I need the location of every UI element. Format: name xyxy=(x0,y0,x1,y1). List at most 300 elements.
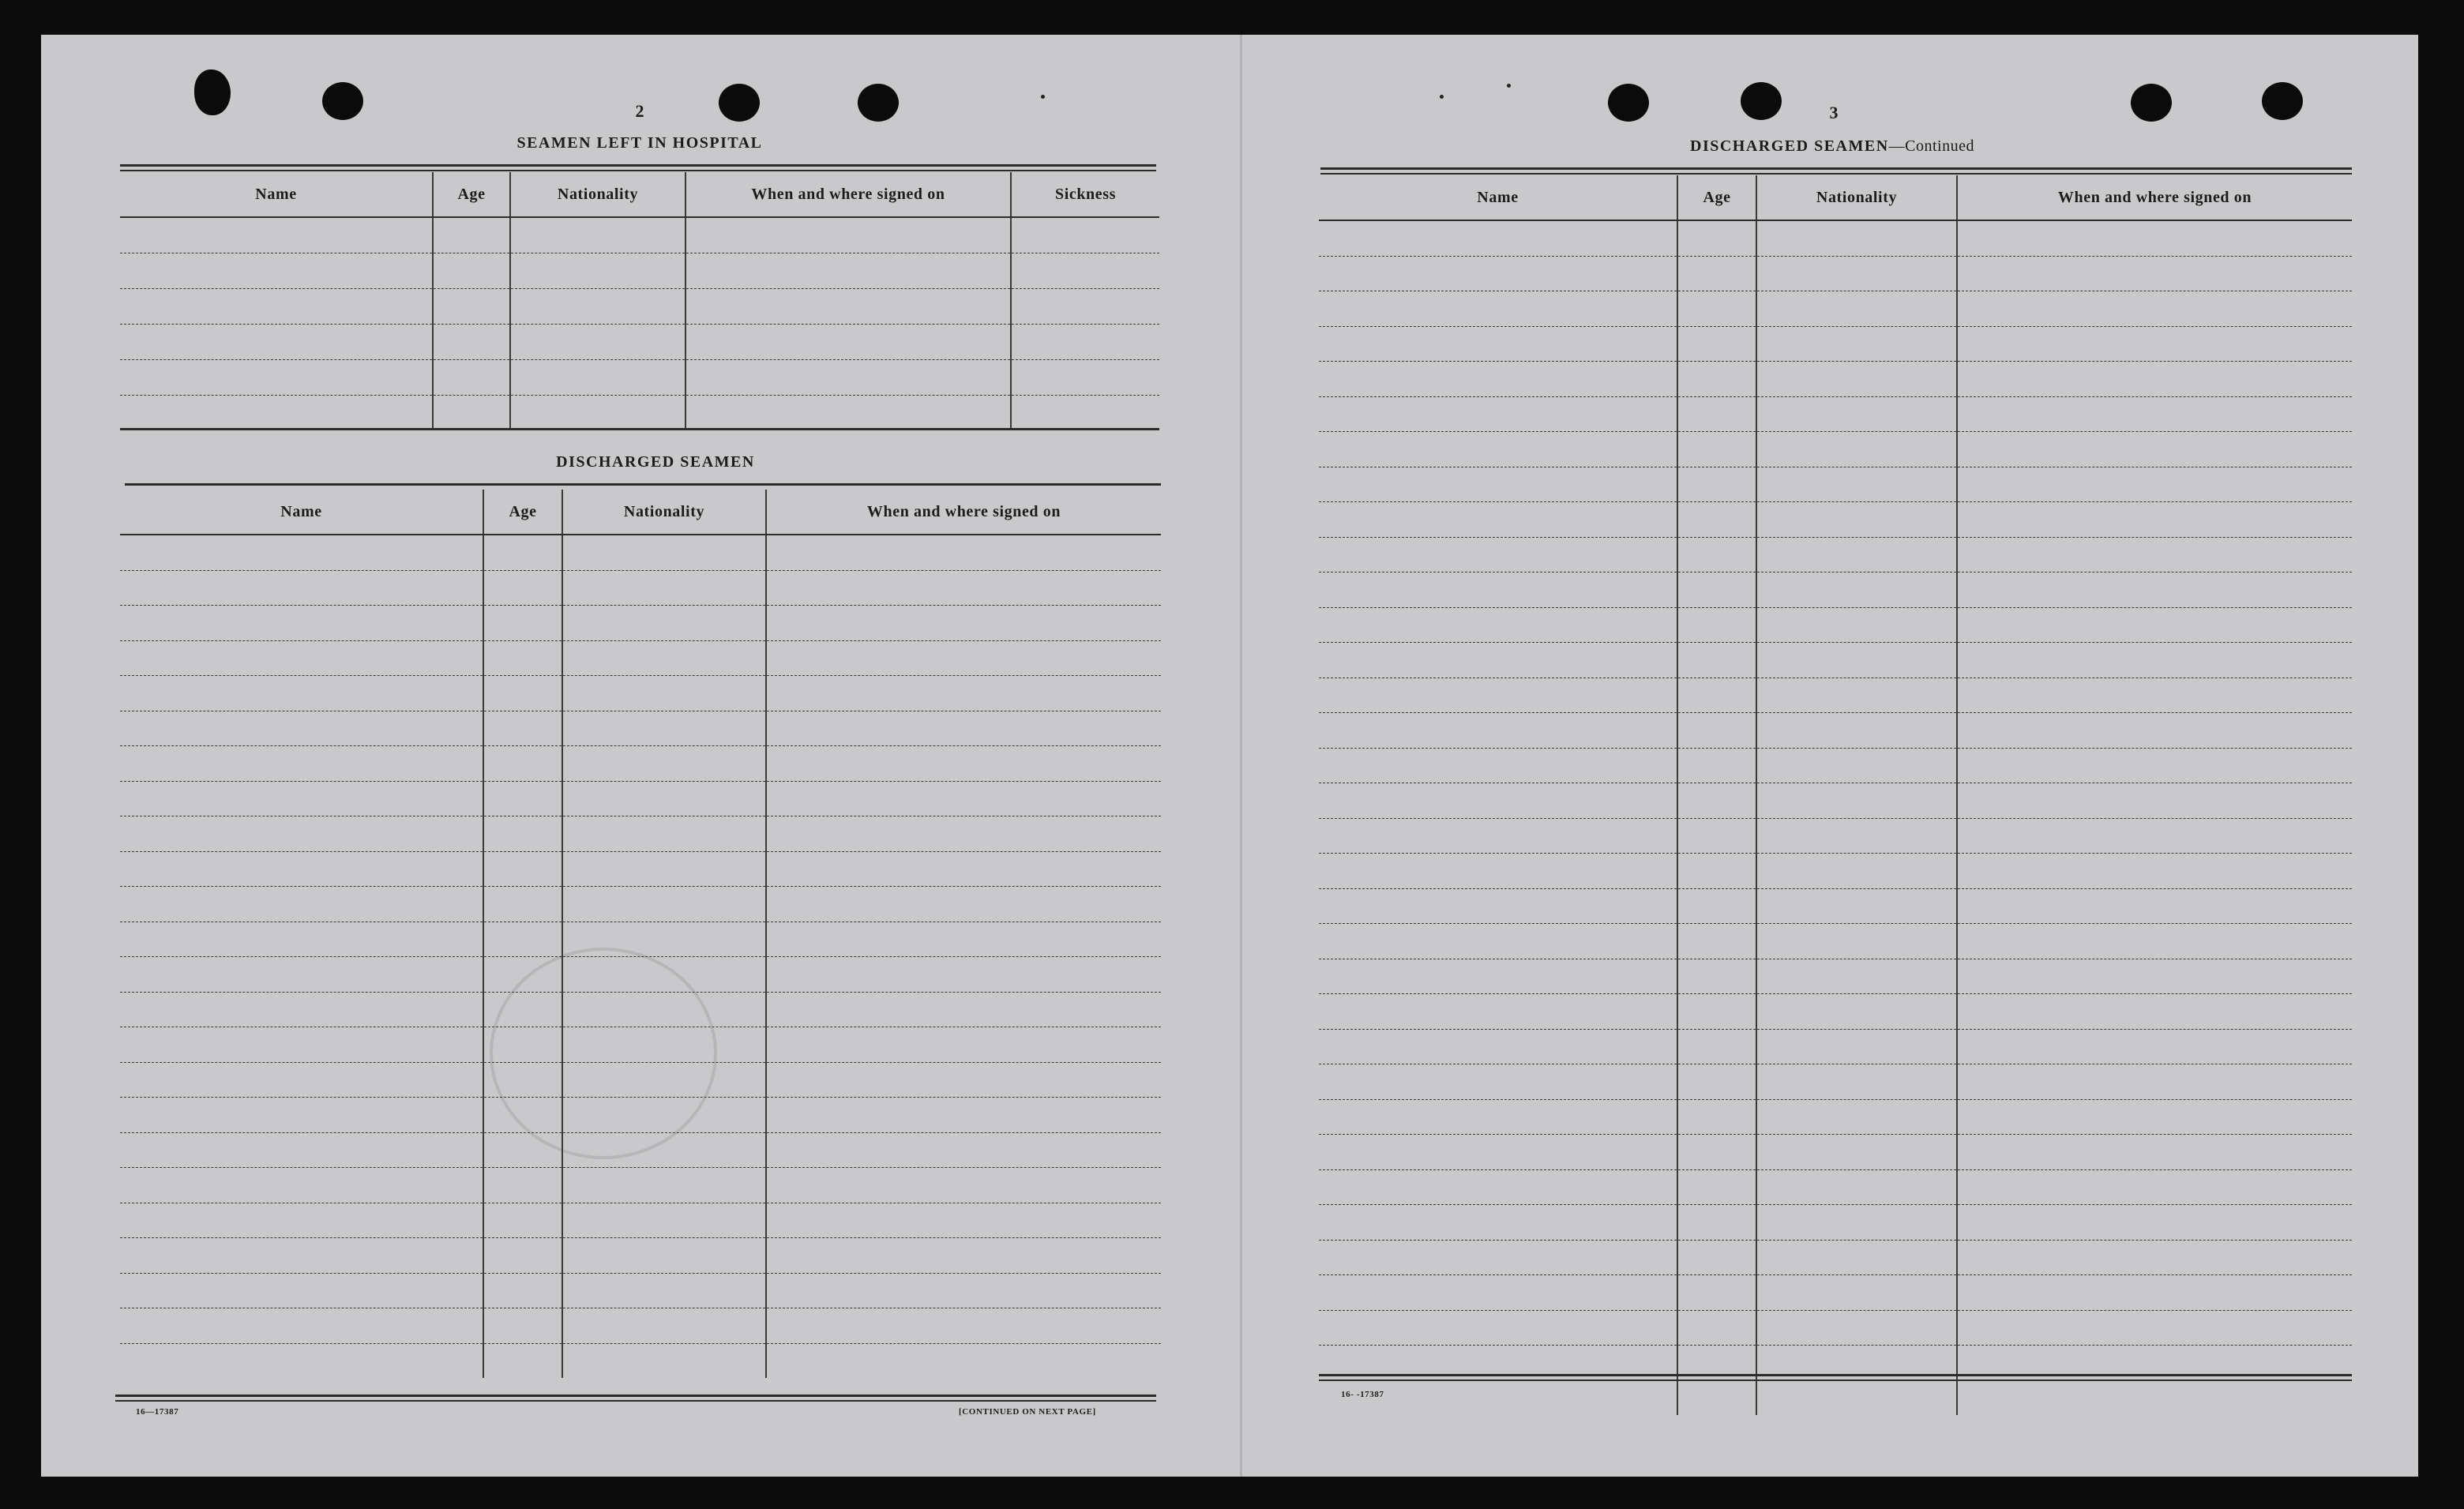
table-cell xyxy=(1957,572,2352,608)
table-cell xyxy=(120,1203,483,1238)
table-cell xyxy=(1957,502,2352,538)
table-cell xyxy=(766,1168,1161,1203)
table-cell xyxy=(1957,818,2352,854)
page-number: 2 xyxy=(635,101,644,121)
table-cell xyxy=(1319,643,1677,678)
table-cell xyxy=(120,289,433,325)
table-row xyxy=(120,676,1161,711)
table-cell xyxy=(1319,326,1677,362)
table-cell xyxy=(1319,291,1677,327)
table-cell xyxy=(562,640,766,676)
table-row xyxy=(120,640,1161,676)
table-row xyxy=(1319,1275,2352,1311)
table-cell xyxy=(1677,572,1756,608)
table-cell xyxy=(1319,1275,1677,1311)
table-cell xyxy=(483,606,562,641)
table-cell xyxy=(1677,220,1756,256)
table-cell xyxy=(1319,854,1677,889)
table-cell xyxy=(766,570,1161,606)
table-cell xyxy=(1677,1380,1756,1415)
table-row xyxy=(1319,994,2352,1030)
table-row xyxy=(120,535,1161,570)
table-row xyxy=(1319,924,2352,959)
column-header-age: Age xyxy=(483,490,562,535)
table-cell xyxy=(120,535,483,570)
table-cell xyxy=(1319,572,1677,608)
table-cell xyxy=(1319,1310,1677,1346)
table-cell xyxy=(562,816,766,852)
table-cell xyxy=(1677,1029,1756,1064)
table-cell xyxy=(1957,220,2352,256)
table-cell xyxy=(1319,467,1677,502)
table-row xyxy=(120,1203,1161,1238)
table-row xyxy=(120,396,1159,431)
table-row xyxy=(120,957,1161,993)
table-cell xyxy=(483,1027,562,1063)
column-header-age: Age xyxy=(1677,175,1756,220)
table-cell xyxy=(1677,713,1756,749)
table-cell xyxy=(1957,432,2352,467)
table-cell xyxy=(1957,607,2352,643)
table-cell xyxy=(1756,1135,1957,1170)
table-cell xyxy=(1319,924,1677,959)
punch-hole xyxy=(858,84,899,122)
table-cell xyxy=(120,1132,483,1168)
section-title-discharged: DISCHARGED SEAMEN xyxy=(556,453,755,471)
table-row xyxy=(120,1062,1161,1098)
table-cell xyxy=(510,360,685,396)
table-row xyxy=(120,253,1159,289)
table-row xyxy=(1319,432,2352,467)
table-row xyxy=(1319,537,2352,572)
table-cell xyxy=(766,1027,1161,1063)
table-cell xyxy=(1957,1099,2352,1135)
divider xyxy=(115,1400,1156,1402)
table-cell xyxy=(120,992,483,1027)
table-cell xyxy=(1011,360,1159,396)
discharged-continued-table xyxy=(1319,175,2352,1415)
discharged-table xyxy=(120,490,1161,1378)
table-cell xyxy=(562,887,766,922)
column-header-signed-on: When and where signed on xyxy=(1957,175,2352,220)
table-cell xyxy=(1957,467,2352,502)
table-row xyxy=(1319,1029,2352,1064)
form-number: 16- -17387 xyxy=(1341,1390,1384,1399)
table-cell xyxy=(483,1132,562,1168)
table-row xyxy=(1319,396,2352,432)
table-row xyxy=(120,992,1161,1027)
column-header-sickness: Sickness xyxy=(1011,172,1159,217)
table-row xyxy=(120,746,1161,782)
table-cell xyxy=(120,1098,483,1133)
table-cell xyxy=(1957,1275,2352,1311)
table-cell xyxy=(1677,643,1756,678)
table-row xyxy=(1319,1135,2352,1170)
table-cell xyxy=(562,1308,766,1344)
table-cell xyxy=(562,1132,766,1168)
table-cell xyxy=(1756,1169,1957,1205)
table-cell xyxy=(120,606,483,641)
title-suffix: —Continued xyxy=(1888,137,1974,155)
table-cell xyxy=(766,746,1161,782)
table-cell xyxy=(483,957,562,993)
table-cell xyxy=(1957,678,2352,713)
table-cell xyxy=(1957,748,2352,783)
divider xyxy=(120,428,1159,430)
table-cell xyxy=(1319,502,1677,538)
divider xyxy=(125,483,1161,486)
table-cell xyxy=(1957,959,2352,994)
table-cell xyxy=(1677,502,1756,538)
table-cell xyxy=(1677,678,1756,713)
table-cell xyxy=(1677,256,1756,291)
table-cell xyxy=(120,1273,483,1308)
table-cell xyxy=(1756,502,1957,538)
table-row xyxy=(120,1168,1161,1203)
table-row xyxy=(120,1098,1161,1133)
table-cell xyxy=(1677,362,1756,397)
table-cell xyxy=(510,325,685,360)
table-cell xyxy=(1319,256,1677,291)
table-row xyxy=(120,1273,1161,1308)
table-cell xyxy=(1756,959,1957,994)
table-cell xyxy=(483,851,562,887)
table-cell xyxy=(1677,326,1756,362)
table-cell xyxy=(1957,1240,2352,1275)
table-cell xyxy=(1677,1275,1756,1311)
table-cell xyxy=(562,922,766,957)
table-cell xyxy=(120,570,483,606)
table-cell xyxy=(1756,291,1957,327)
table-cell xyxy=(1011,289,1159,325)
table-row xyxy=(1319,678,2352,713)
section-title-discharged-continued xyxy=(1627,137,2038,156)
table-cell xyxy=(1957,888,2352,924)
table-row xyxy=(1319,959,2352,994)
table-cell xyxy=(1756,1205,1957,1241)
table-row xyxy=(120,1132,1161,1168)
table-cell xyxy=(1957,1380,2352,1415)
speck xyxy=(1440,95,1444,99)
table-cell xyxy=(766,1132,1161,1168)
table-cell xyxy=(1677,1240,1756,1275)
table-row xyxy=(1319,326,2352,362)
table-cell xyxy=(1677,1099,1756,1135)
table-cell xyxy=(120,217,433,253)
table-cell xyxy=(120,781,483,816)
table-cell xyxy=(1319,1205,1677,1241)
table-cell xyxy=(1756,326,1957,362)
table-cell xyxy=(120,851,483,887)
table-cell xyxy=(1756,678,1957,713)
page-number: 3 xyxy=(1829,103,1839,122)
table-cell xyxy=(120,816,483,852)
table-row xyxy=(120,922,1161,957)
table-row xyxy=(120,1343,1161,1378)
table-cell xyxy=(766,1062,1161,1098)
table-cell xyxy=(1011,217,1159,253)
table-row xyxy=(1319,362,2352,397)
table-cell xyxy=(433,396,510,431)
table-cell xyxy=(1319,432,1677,467)
table-cell xyxy=(1957,713,2352,749)
table-cell xyxy=(1756,924,1957,959)
table-row xyxy=(1319,256,2352,291)
table-cell xyxy=(1756,537,1957,572)
speck xyxy=(1041,95,1045,99)
table-cell xyxy=(483,570,562,606)
punch-hole xyxy=(2262,82,2303,120)
table-cell xyxy=(1957,854,2352,889)
hospital-rows xyxy=(120,217,1159,430)
table-row xyxy=(1319,1064,2352,1100)
table-header xyxy=(120,172,1159,217)
table-cell xyxy=(562,957,766,993)
table-cell xyxy=(1319,818,1677,854)
table-row xyxy=(1319,888,2352,924)
table-cell xyxy=(1319,959,1677,994)
table-cell xyxy=(766,711,1161,746)
table-cell xyxy=(1677,818,1756,854)
table-row xyxy=(1319,502,2352,538)
column-header-nationality: Nationality xyxy=(510,172,685,217)
table-cell xyxy=(1677,432,1756,467)
punch-hole xyxy=(1741,82,1782,120)
table-cell xyxy=(510,289,685,325)
table-cell xyxy=(562,1203,766,1238)
punch-hole xyxy=(2131,84,2172,122)
table-cell xyxy=(1319,1240,1677,1275)
table-row xyxy=(1319,713,2352,749)
table-cell xyxy=(1756,220,1957,256)
table-cell xyxy=(120,676,483,711)
table-cell xyxy=(1677,396,1756,432)
table-row xyxy=(120,217,1159,253)
table-row xyxy=(1319,291,2352,327)
divider xyxy=(1320,173,2352,175)
table-row xyxy=(120,570,1161,606)
continued-rows xyxy=(1319,220,2352,1415)
table-cell xyxy=(120,922,483,957)
table-cell xyxy=(1957,1029,2352,1064)
table-cell xyxy=(433,325,510,360)
continued-note: [CONTINUED ON NEXT PAGE] xyxy=(959,1407,1096,1417)
table-header xyxy=(1319,175,2352,220)
table-cell xyxy=(766,887,1161,922)
table-cell xyxy=(1319,396,1677,432)
table-cell xyxy=(120,1062,483,1098)
table-cell xyxy=(1756,1029,1957,1064)
table-cell xyxy=(433,289,510,325)
table-cell xyxy=(1677,1310,1756,1346)
table-cell xyxy=(1756,572,1957,608)
table-row xyxy=(120,851,1161,887)
table-cell xyxy=(1756,994,1957,1030)
table-cell xyxy=(1677,748,1756,783)
table-cell xyxy=(120,325,433,360)
table-row xyxy=(120,1238,1161,1274)
table-row xyxy=(120,289,1159,325)
table-cell xyxy=(562,1062,766,1098)
table-cell xyxy=(1319,1029,1677,1064)
table-cell xyxy=(483,746,562,782)
table-cell xyxy=(510,396,685,431)
table-cell xyxy=(1677,1205,1756,1241)
table-cell xyxy=(766,1343,1161,1378)
column-header-nationality: Nationality xyxy=(562,490,766,535)
column-header-name: Name xyxy=(120,490,483,535)
speck xyxy=(1507,84,1511,88)
table-cell xyxy=(1756,818,1957,854)
table-cell xyxy=(483,535,562,570)
table-cell xyxy=(483,711,562,746)
form-number: 16—17387 xyxy=(136,1407,179,1417)
table-cell xyxy=(1957,994,2352,1030)
center-fold xyxy=(1240,35,1242,1477)
table-cell xyxy=(1957,1205,2352,1241)
table-cell xyxy=(562,1027,766,1063)
table-row xyxy=(1319,1310,2352,1346)
table-cell xyxy=(562,1343,766,1378)
table-row xyxy=(1319,607,2352,643)
table-cell xyxy=(120,1343,483,1378)
table-row xyxy=(120,325,1159,360)
table-cell xyxy=(766,992,1161,1027)
table-cell xyxy=(120,957,483,993)
divider xyxy=(120,170,1156,171)
table-cell xyxy=(1756,256,1957,291)
table-cell xyxy=(1319,537,1677,572)
table-cell xyxy=(766,851,1161,887)
table-cell xyxy=(120,360,433,396)
table-cell xyxy=(766,1098,1161,1133)
column-header-nationality: Nationality xyxy=(1756,175,1957,220)
table-cell xyxy=(120,1238,483,1274)
table-cell xyxy=(562,711,766,746)
table-cell xyxy=(1319,607,1677,643)
table-cell xyxy=(562,1098,766,1133)
table-cell xyxy=(1756,1380,1957,1415)
punch-hole xyxy=(322,82,363,120)
table-cell xyxy=(1957,396,2352,432)
table-cell xyxy=(562,1273,766,1308)
table-cell xyxy=(1011,325,1159,360)
table-cell xyxy=(1957,362,2352,397)
table-cell xyxy=(1756,1310,1957,1346)
table-cell xyxy=(120,746,483,782)
title-main: DISCHARGED SEAMEN xyxy=(1690,137,1889,155)
table-cell xyxy=(685,253,1011,289)
divider xyxy=(115,1395,1156,1397)
table-row xyxy=(1319,1205,2352,1241)
table-cell xyxy=(766,922,1161,957)
table-cell xyxy=(1319,1169,1677,1205)
punch-hole xyxy=(194,69,231,115)
table-cell xyxy=(1957,1310,2352,1346)
table-cell xyxy=(483,676,562,711)
table-cell xyxy=(562,992,766,1027)
table-cell xyxy=(1319,1064,1677,1100)
table-cell xyxy=(562,781,766,816)
table-cell xyxy=(1756,1275,1957,1311)
table-cell xyxy=(1957,1169,2352,1205)
table-row xyxy=(1319,783,2352,819)
column-header-signed-on: When and where signed on xyxy=(766,490,1161,535)
table-cell xyxy=(1319,678,1677,713)
table-row xyxy=(1319,467,2352,502)
table-cell xyxy=(483,992,562,1027)
divider xyxy=(1320,167,2352,170)
column-header-signed-on: When and where signed on xyxy=(685,172,1011,217)
table-cell xyxy=(562,535,766,570)
table-cell xyxy=(766,1308,1161,1344)
table-row xyxy=(1319,220,2352,256)
table-cell xyxy=(1957,1064,2352,1100)
table-cell xyxy=(483,1062,562,1098)
table-row xyxy=(120,711,1161,746)
table-cell xyxy=(1677,607,1756,643)
column-header-name: Name xyxy=(1319,175,1677,220)
table-cell xyxy=(1957,291,2352,327)
table-cell xyxy=(1677,854,1756,889)
table-cell xyxy=(120,1168,483,1203)
section-title-hospital: SEAMEN LEFT IN HOSPITAL xyxy=(516,134,763,152)
table-cell xyxy=(483,1168,562,1203)
table-cell xyxy=(766,957,1161,993)
table-row xyxy=(1319,643,2352,678)
table-row xyxy=(120,887,1161,922)
table-cell xyxy=(483,1308,562,1344)
table-cell xyxy=(1319,783,1677,819)
divider xyxy=(1319,1379,2352,1381)
table-row xyxy=(1319,748,2352,783)
punch-hole xyxy=(719,84,760,122)
table-cell xyxy=(1756,362,1957,397)
table-cell xyxy=(1011,253,1159,289)
table-cell xyxy=(1319,888,1677,924)
table-cell xyxy=(766,816,1161,852)
table-cell xyxy=(1756,432,1957,467)
table-cell xyxy=(1957,783,2352,819)
table-cell xyxy=(766,781,1161,816)
table-cell xyxy=(766,1273,1161,1308)
table-cell xyxy=(433,217,510,253)
table-cell xyxy=(685,396,1011,431)
table-cell xyxy=(685,289,1011,325)
table-cell xyxy=(1319,220,1677,256)
table-row xyxy=(1319,1380,2352,1415)
table-cell xyxy=(766,1238,1161,1274)
table-cell xyxy=(120,887,483,922)
table-cell xyxy=(1756,467,1957,502)
punch-hole xyxy=(1608,84,1649,122)
table-cell xyxy=(685,217,1011,253)
table-cell xyxy=(562,1238,766,1274)
table-cell xyxy=(483,1343,562,1378)
table-cell xyxy=(120,711,483,746)
column-header-age: Age xyxy=(433,172,510,217)
table-cell xyxy=(1756,607,1957,643)
table-cell xyxy=(483,816,562,852)
table-row xyxy=(1319,854,2352,889)
table-cell xyxy=(1756,748,1957,783)
table-cell xyxy=(1756,396,1957,432)
table-cell xyxy=(433,253,510,289)
table-row xyxy=(120,781,1161,816)
hospital-table xyxy=(120,172,1159,430)
table-row xyxy=(120,360,1159,396)
table-cell xyxy=(1756,713,1957,749)
